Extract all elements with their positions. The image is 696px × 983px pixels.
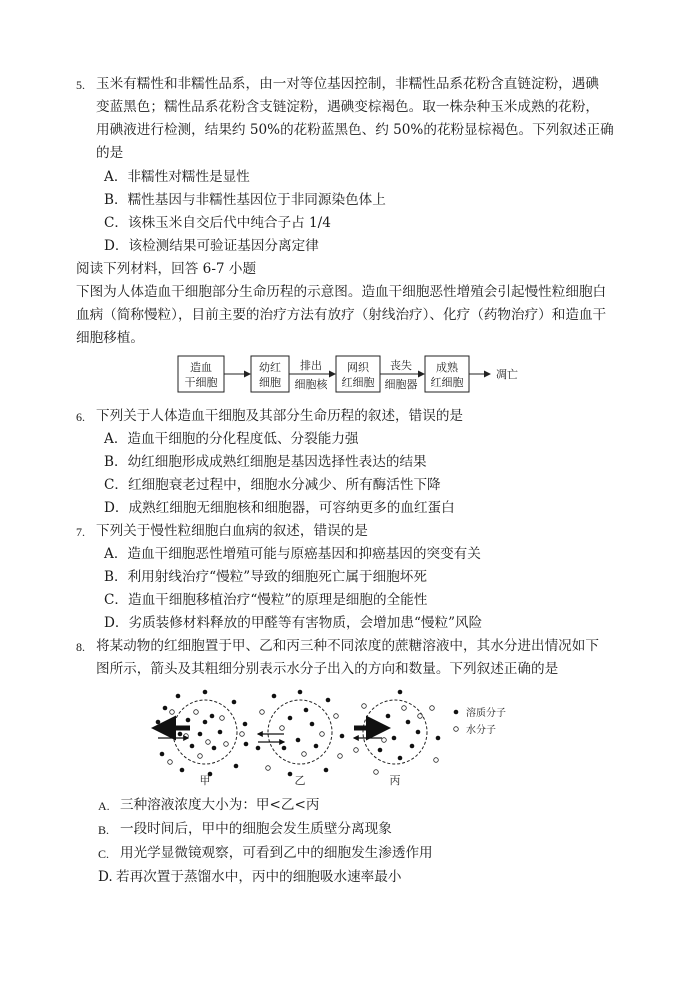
question-stem-line: 图所示，箭头及其粗细分别表示水分子出入的方向和数量。下列叙述正确的是 (96, 661, 559, 677)
arrow-label: 丧失 (390, 359, 412, 372)
box-label: 红细胞 (430, 376, 464, 389)
water-legend-marker (454, 727, 459, 732)
osmosis-cells-figure (150, 688, 550, 788)
reading-paragraph-line: 血病（简称慢粒），目前主要的治疗方法有放疗（射线治疗）、化疗（药物治疗）和造血干 (76, 307, 607, 323)
box-label: 成熟 (436, 361, 458, 374)
box-label: 网织 (347, 361, 369, 374)
question-stem-line: 将某动物的红细胞置于甲、乙和丙三种不同浓度的蔗糖溶液中，其水分进出情况如下 (96, 638, 599, 654)
option-d: 若再次置于蒸馏水中，丙中的细胞吸水速率最小 (116, 869, 402, 885)
question-number: 5. (76, 78, 85, 92)
option-c: C．造血干细胞移植治疗“慢粒”的原理是细胞的全能性 (104, 592, 428, 608)
option-a: 三种溶液浓度大小为：甲<乙<丙 (120, 797, 320, 813)
reading-intro: 阅读下列材料，回答 6-7 小题 (76, 261, 257, 277)
question-stem: 下列关于人体造血干细胞及其部分生命历程的叙述，错误的是 (96, 408, 464, 424)
cell-development-flow-diagram (170, 350, 540, 400)
question-stem-line: 变蓝黑色；糯性品系花粉含支链淀粉，遇碘变棕褐色。取一株杂种玉米成熟的花粉， (96, 99, 599, 115)
legend-label: 溶质分子 (466, 708, 506, 719)
option-a: A．非糯性对糯性是显性 (104, 169, 250, 185)
arrow-label: 排出 (300, 359, 322, 372)
arrow-label: 细胞器 (384, 378, 418, 391)
option-c: C．红细胞衰老过程中，细胞水分减少、所有酶活性下降 (104, 477, 441, 493)
cell-label: 丙 (389, 774, 401, 787)
option-c-letter: C. (98, 847, 110, 861)
box-label: 造血 (190, 361, 212, 374)
cell-label: 甲 (199, 774, 211, 787)
option-b-letter: B. (98, 823, 110, 837)
option-b: B．糯性基因与非糯性基因位于非同源染色体上 (104, 192, 386, 208)
legend (454, 706, 506, 736)
solute-molecules (374, 690, 441, 761)
water-molecules (168, 710, 245, 765)
question-number: 8. (76, 640, 85, 654)
box-label: 细胞 (259, 376, 281, 389)
cell-label: 乙 (294, 774, 306, 787)
question-stem-line: 的是 (96, 145, 124, 161)
option-c: 用光学显微镜观察，可看到乙中的细胞发生渗透作用 (120, 845, 433, 861)
solute-legend-marker (454, 710, 459, 715)
question-stem-line: 用碘液进行检测，结果约 50%的花粉蓝黑色、约 50%的花粉显棕褐色。下列叙述正确 (96, 122, 614, 138)
option-b: B．利用射线治疗“慢粒”导致的细胞死亡属于细胞坏死 (104, 569, 427, 585)
option-d-letter: D. (98, 869, 113, 885)
option-d: D．劣质装修材料释放的甲醛等有害物质，会增加患“慢粒”风险 (104, 615, 483, 631)
option-c: C．该株玉米自交后代中纯合子占 1/4 (104, 215, 331, 231)
cell-bing (354, 690, 441, 787)
box-label: 红细胞 (341, 376, 375, 389)
arrow-label: 细胞核 (294, 378, 328, 391)
end-label: 凋亡 (496, 368, 518, 381)
option-b: 一段时间后，甲中的细胞会发生质壁分离现象 (120, 821, 392, 837)
cell-yi (256, 690, 345, 787)
option-a-letter: A. (98, 799, 110, 813)
option-a: A．造血干细胞恶性增殖可能与原癌基因和抑癌基因的突变有关 (104, 546, 481, 562)
solute-molecules (256, 690, 345, 777)
question-number: 7. (76, 525, 85, 539)
option-a: A．造血干细胞的分化程度低、分裂能力强 (104, 431, 359, 447)
question-stem-line: 玉米有糯性和非糯性品系，由一对等位基因控制，非糯性品系花粉含直链淀粉，遇碘 (96, 76, 599, 92)
option-d: D．该检测结果可验证基因分离定律 (104, 238, 319, 254)
water-molecules (260, 710, 343, 771)
option-d: D．成熟红细胞无细胞核和细胞器，可容纳更多的血红蛋白 (104, 500, 455, 516)
cell-membrane (173, 700, 237, 764)
box-label: 幼红 (259, 361, 281, 374)
option-b: B．幼红细胞形成成熟红细胞是基因选择性表达的结果 (104, 454, 427, 470)
question-stem: 下列关于慢性粒细胞白血病的叙述，错误的是 (96, 523, 368, 539)
reading-paragraph-line: 下图为人体造血干细胞部分生命历程的示意图。造血干细胞恶性增殖会引起慢性粒细胞白 (76, 284, 607, 300)
box-label: 干细胞 (184, 376, 218, 389)
cell-jia (156, 690, 249, 787)
question-number: 6. (76, 410, 85, 424)
legend-label: 水分子 (466, 725, 496, 736)
reading-paragraph-line: 细胞移植。 (76, 330, 144, 346)
